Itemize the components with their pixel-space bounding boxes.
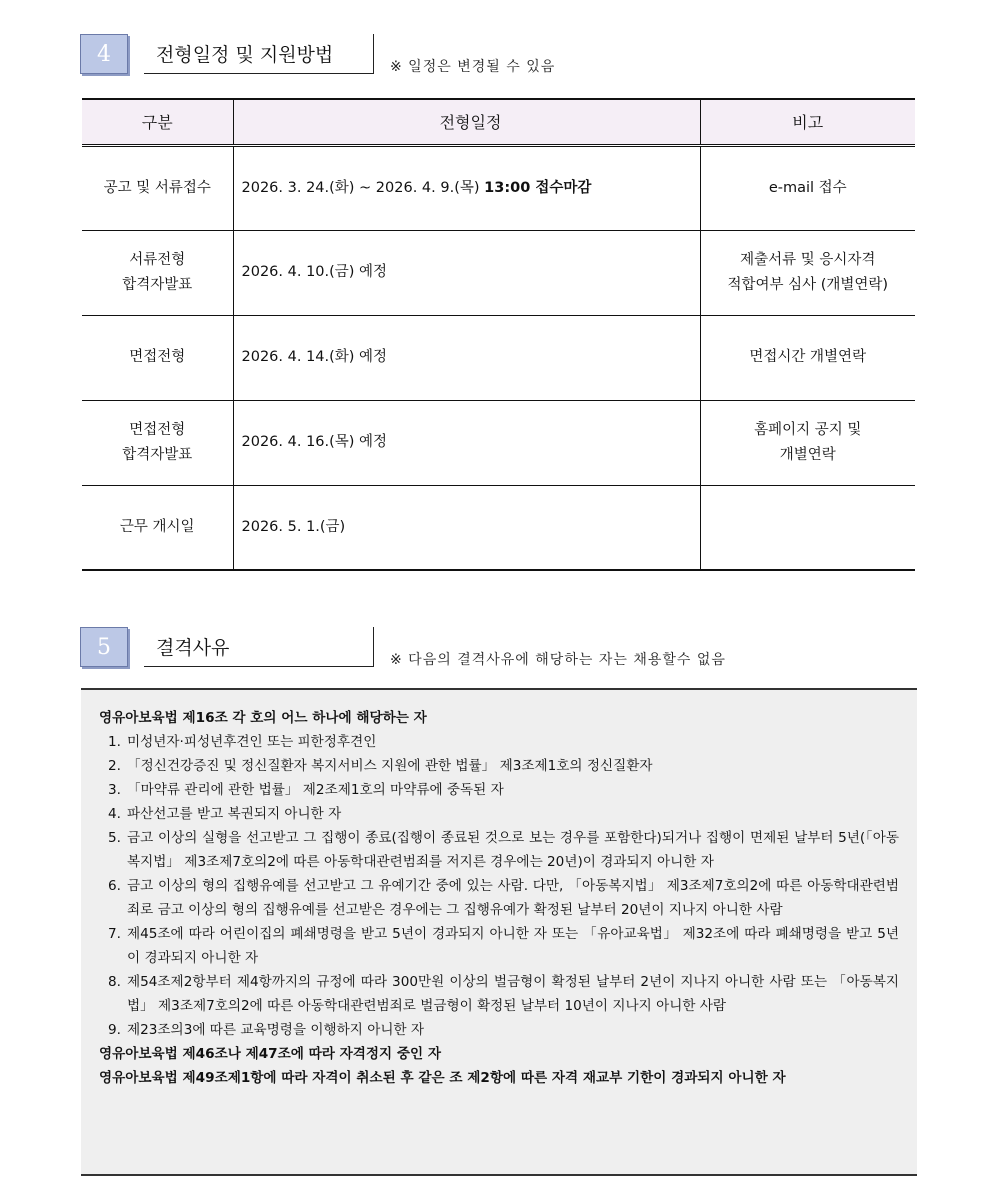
- schedule-table: [82, 98, 915, 571]
- cell-text: 공고 및 서류접수: [103, 179, 211, 196]
- cell-text: 면접전형: [129, 349, 186, 365]
- disqualification-footer: [99, 1042, 899, 1090]
- list-item: [99, 802, 899, 826]
- item-text: 미성년자·피성년후견인 또는 피한정후견인: [127, 734, 377, 750]
- list-item: [99, 970, 899, 1018]
- section-title: 전형일정 및 지원방법: [144, 34, 374, 74]
- cell-text: 2026. 4. 14.(화) 예정: [241, 349, 388, 365]
- cell-text: 합격자발표: [122, 446, 193, 463]
- disqualification-box: [81, 688, 917, 1176]
- cell-category: [82, 230, 233, 315]
- disqualification-heading: 영유아보육법 제16조 각 호의 어느 하나에 해당하는 자: [99, 710, 427, 726]
- table-row: [82, 230, 915, 315]
- table-header-row: [82, 99, 915, 145]
- item-text: 금고 이상의 실형을 선고받고 그 집행이 종료(집행이 종료된 것으로 보는 경우를 포함한다)되거나 집행이 면제된 날부터 5년(「아동복지법」 제3조제7호의2에 따른 아동학대관련범죄를 저지른 경우에는 20년)이 경과되지 아니한 자: [127, 830, 899, 870]
- item-text: 「정신건강증진 및 정신질환자 복지서비스 지원에 관한 법률」 제3조제1호의 정신질환자: [127, 758, 653, 774]
- item-number: 1.: [108, 734, 121, 750]
- item-number: 3.: [108, 782, 121, 798]
- cell-category: [82, 315, 233, 400]
- disqualification-list: [99, 730, 899, 1042]
- deadline-text: 13:00 접수마감: [484, 179, 592, 196]
- cell-schedule: [233, 485, 700, 570]
- item-text: 파산선고를 받고 복권되지 아니한 자: [127, 806, 342, 822]
- cell-remarks: [700, 485, 915, 570]
- cell-text: 근무 개시일: [119, 518, 195, 535]
- item-number: 7.: [108, 926, 121, 942]
- section-number: 5: [80, 627, 128, 667]
- section-number: 4: [80, 34, 128, 74]
- cell-text: e-mail 접수: [768, 179, 847, 196]
- item-number: 8.: [108, 974, 121, 990]
- list-item: [99, 778, 899, 802]
- list-item: [99, 922, 899, 970]
- cell-schedule: [233, 315, 700, 400]
- cell-remarks: [700, 145, 915, 230]
- section-note: ※ 일정은 변경될 수 있음: [390, 59, 556, 75]
- cell-text: 합격자발표: [122, 276, 193, 293]
- cell-schedule: [233, 230, 700, 315]
- list-item: [99, 1018, 899, 1042]
- cell-text: 2026. 4. 16.(목) 예정: [241, 434, 388, 450]
- cell-text: 개별연락: [779, 446, 836, 463]
- column-header: 전형일정: [233, 99, 700, 145]
- cell-text: 면접전형: [129, 421, 186, 438]
- list-item: [99, 754, 899, 778]
- cell-remarks: [700, 400, 915, 485]
- list-item: [99, 730, 899, 754]
- footer-line: 영유아보육법 제46조나 제47조에 따라 자격정지 중인 자: [99, 1046, 441, 1062]
- item-number: 9.: [108, 1022, 121, 1038]
- item-text: 「마약류 관리에 관한 법률」 제2조제1호의 마약류에 중독된 자: [127, 782, 504, 798]
- cell-remarks: [700, 315, 915, 400]
- item-text: 제45조에 따라 어린이집의 폐쇄명령을 받고 5년이 경과되지 아니한 자 또는 「유아교육법」 제32조에 따라 폐쇄명령을 받고 5년이 경과되지 아니한 자: [127, 926, 899, 966]
- cell-remarks: [700, 230, 915, 315]
- list-item: [99, 874, 899, 922]
- item-text: 제54조제2항부터 제4항까지의 규정에 따라 300만원 이상의 벌금형이 확정된 날부터 2년이 지나지 아니한 사람 또는 「아동복지법」 제3조제7호의2에 따른 아동학대관련범죄로 벌금형이 확정된 날부터 10년이 지나지 아니한 사람: [127, 974, 899, 1014]
- column-header: 구분: [82, 99, 233, 145]
- item-number: 6.: [108, 878, 121, 894]
- cell-text: 면접시간 개별연락: [749, 349, 867, 365]
- table-row: [82, 145, 915, 230]
- item-text: 금고 이상의 형의 집행유예를 선고받고 그 유예기간 중에 있는 사람. 다만, 「아동복지법」 제3조제7호의2에 따른 아동학대관련범죄로 금고 이상의 형의 집행유예를 선고받은 경우에는 그 집행유예가 확정된 날부터 20년이 지나지 아니한 사람: [127, 878, 899, 918]
- cell-schedule: [233, 145, 700, 230]
- list-item: [99, 826, 899, 874]
- item-number: 5.: [108, 830, 121, 846]
- cell-text: 제출서류 및 응시자격: [740, 251, 876, 268]
- cell-category: [82, 400, 233, 485]
- item-number: 4.: [108, 806, 121, 822]
- cell-text: 2026. 5. 1.(금): [241, 518, 346, 535]
- item-number: 2.: [108, 758, 121, 774]
- cell-text: 적합여부 심사 (개별연락): [727, 276, 889, 293]
- footer-line: 영유아보육법 제49조제1항에 따라 자격이 취소된 후 같은 조 제2항에 따른 자격 재교부 기한이 경과되지 아니한 자: [99, 1070, 786, 1086]
- cell-text: 2026. 4. 10.(금) 예정: [241, 264, 388, 280]
- cell-schedule: [233, 400, 700, 485]
- cell-category: [82, 485, 233, 570]
- cell-text: 홈페이지 공지 및: [754, 421, 862, 438]
- item-text: 제23조의3에 따른 교육명령을 이행하지 아니한 자: [127, 1022, 425, 1038]
- column-header: 비고: [700, 99, 915, 145]
- table-row: [82, 315, 915, 400]
- table-row: [82, 400, 915, 485]
- section-title: 결격사유: [144, 627, 374, 667]
- cell-text: 2026. 3. 24.(화) ~ 2026. 4. 9.(목): [241, 179, 485, 196]
- cell-category: [82, 145, 233, 230]
- table-row: [82, 485, 915, 570]
- cell-text: 서류전형: [129, 251, 186, 268]
- section-note: ※ 다음의 결격사유에 해당하는 자는 채용할수 없음: [390, 652, 726, 668]
